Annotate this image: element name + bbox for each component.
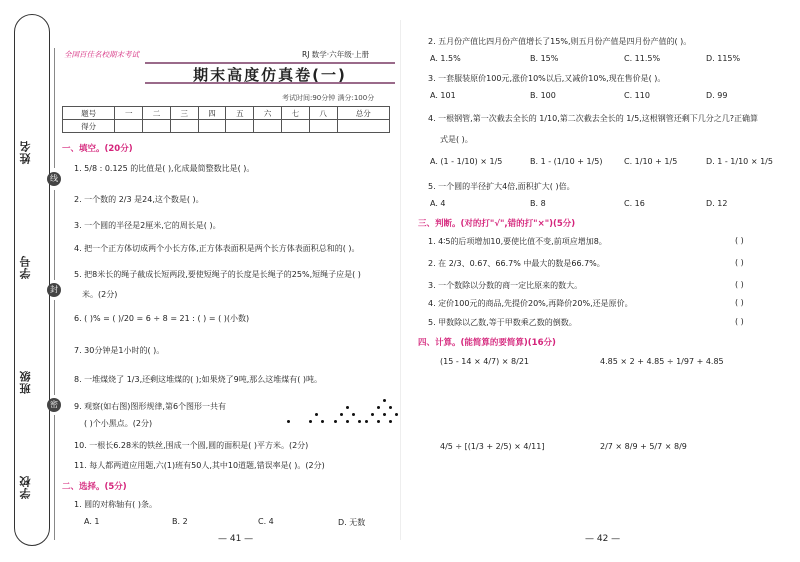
dot [365,420,368,423]
judge-4: 4. 定价100元的商品,先提价20%,再降价20%,还是原价。 [428,299,633,308]
question-11: 11. 每人都两道应用题,六(1)班有50人,其中10道题,错误率是( )。(2分) [74,461,325,470]
dot [377,420,380,423]
score-header: 七 [282,107,310,120]
header-tag: 全国百佳名校期末考试 [64,50,139,59]
question-1: 1. 5/8 : 0.125 的比值是( ),化成最简整数比是( )。 [74,164,255,173]
dot [358,420,361,423]
score-cell[interactable] [254,120,282,133]
page-divider [400,20,401,540]
school-label: 学校 [19,475,32,499]
choice-1-option-a: A. 1 [84,517,100,526]
dot [395,413,398,416]
question-2: 2. 一个数的 2/3 是24,这个数是( )。 [74,195,204,204]
score-row-label: 得分 [63,120,115,133]
score-header: 四 [198,107,226,120]
score-header: 总分 [337,107,389,120]
dot [371,413,374,416]
seal-line-top [54,48,55,168]
choice-5-option-d: D. 12 [706,199,728,208]
choice-2: 2. 五月份产值比四月份产值增长了15%,则五月份产值是四月份产值的( )。 [428,37,692,46]
score-cell[interactable] [170,120,198,133]
choice-3-option-a: A. 101 [430,91,456,100]
judge-4-answer[interactable]: ( ) [735,298,744,307]
choice-4-option-a: A. (1 - 1/10) × 1/5 [430,157,503,166]
section-fill-blank: 一、填空。(20分) [62,144,133,154]
seal-mark-mi: 密 [47,398,61,412]
judge-2-answer[interactable]: ( ) [735,258,744,267]
class-label: 班级 [19,370,32,394]
question-5a: 5. 把8米长的绳子截成长短两段,要使短绳子的长度是长绳子的25%,短绳子应是( ) [74,270,361,279]
series-label: RJ 数学·六年级·上册 [302,50,370,59]
choice-1: 1. 圆的对称轴有( )条。 [74,500,157,509]
dot [346,406,349,409]
page-number-left: — 41 — [218,534,254,544]
choice-4-option-b: B. 1 - (1/10 + 1/5) [530,157,603,166]
question-3: 3. 一个圆的半径是2厘米,它的周长是( )。 [74,221,221,230]
choice-2-option-d: D. 115% [706,54,741,63]
score-header: 五 [226,107,254,120]
choice-3-option-c: C. 110 [624,91,650,100]
score-table [62,106,390,133]
section-judge: 三、判断。(对的打"√",错的打"×")(5分) [418,219,576,229]
judge-5-answer[interactable]: ( ) [735,317,744,326]
choice-3-option-b: B. 100 [530,91,556,100]
choice-2-option-b: B. 15% [530,54,559,63]
score-cell[interactable] [309,120,337,133]
score-header: 题号 [63,107,115,120]
calc-2: 4.85 × 2 + 4.85 ÷ 1/97 + 4.85 [600,357,724,366]
name-label: 姓名 [19,140,32,164]
choice-5: 5. 一个圆的半径扩大4倍,面积扩大( )倍。 [428,182,575,191]
judge-5: 5. 甲数除以乙数,等于甲数乘乙数的倒数。 [428,318,577,327]
seal-line-mid1 [54,190,55,280]
seal-line-mid2 [54,300,55,395]
binding-strip [14,14,50,546]
score-cell[interactable] [115,120,143,133]
choice-2-option-a: A. 1.5% [430,54,461,63]
dot [321,420,324,423]
dot [377,406,380,409]
student-id-label: 学号 [19,255,32,279]
choice-5-option-c: C. 16 [624,199,645,208]
score-header: 二 [143,107,171,120]
choice-5-option-b: B. 8 [530,199,546,208]
choice-2-option-c: C. 11.5% [624,54,661,63]
choice-1-option-c: C. 4 [258,517,274,526]
dot [352,413,355,416]
dot [309,420,312,423]
dot [287,420,290,423]
choice-4-option-d: D. 1 - 1/10 × 1/5 [706,157,773,166]
judge-1: 1. 4∶5的后项增加10,要使比值不变,前项应增加8。 [428,237,607,246]
judge-2: 2. 在 2/3、0.67、66.7% 中最大的数是66.7%。 [428,259,605,268]
score-header: 三 [170,107,198,120]
dot [315,413,318,416]
score-header: 八 [309,107,337,120]
dot [389,406,392,409]
calc-1: (15 - 14 × 4/7) × 8/21 [440,357,529,366]
dot [383,413,386,416]
dot [383,399,386,402]
page-title: 期末高度仿真卷(一) [193,66,347,84]
choice-4a: 4. 一根钢管,第一次截去全长的 1/10,第二次截去全长的 1/5,这根钢管还剩下几分之几?正确算 [428,114,758,123]
question-8: 8. 一堆煤烧了 1/3,还剩这堆煤的( );如果烧了9吨,那么这堆煤有( )吨。 [74,375,323,384]
dot [334,420,337,423]
question-4: 4. 把一个正方体切成两个小长方体,正方体表面积是两个长方体表面积总和的( )。 [74,244,360,253]
choice-4-option-c: C. 1/10 + 1/5 [624,157,678,166]
calc-4: 2/7 × 8/9 + 5/7 × 8/9 [600,442,687,451]
question-6: 6. ( )% = ( )/20 = 6 ÷ 8 = 21 : ( ) = ( )(小数) [74,314,250,323]
seal-mark-feng: 封 [47,283,61,297]
choice-1-option-d: D. 无数 [338,518,366,527]
section-calc: 四、计算。(能简算的要简算)(16分) [418,338,556,348]
score-cell[interactable] [226,120,254,133]
score-header: 一 [115,107,143,120]
judge-3: 3. 一个数除以分数的商一定比原来的数大。 [428,281,583,290]
choice-4b: 式是( )。 [440,135,473,144]
seal-mark-xian: 线 [47,172,61,186]
judge-1-answer[interactable]: ( ) [735,236,744,245]
section-choice: 二、选择。(5分) [62,482,127,492]
choice-3: 3. 一套服装原价100元,涨价10%以后,又减价10%,现在售价是( )。 [428,74,666,83]
question-5b: 米。(2分) [82,290,118,299]
page-number-right: — 42 — [585,534,621,544]
score-header: 六 [254,107,282,120]
dot [389,420,392,423]
score-cell[interactable] [282,120,310,133]
score-cell[interactable] [337,120,389,133]
choice-5-option-a: A. 4 [430,199,446,208]
calc-3: 4/5 ÷ [(1/3 + 2/5) × 4/11] [440,442,545,451]
score-cell[interactable] [143,120,171,133]
question-9b: ( )个小黑点。(2分) [84,419,153,428]
seal-line-bottom [54,415,55,540]
question-10: 10. 一根长6.28米的铁丝,围成一个圆,圆的面积是( )平方米。(2分) [74,441,309,450]
judge-3-answer[interactable]: ( ) [735,280,744,289]
question-7: 7. 30分钟是1小时的( )。 [74,346,165,355]
exam-info: 考试时间:90分钟 满分:100分 [282,94,375,102]
question-9a: 9. 观察(如右图)图形规律,第6个图形一共有 [74,402,227,411]
dot [340,413,343,416]
choice-3-option-d: D. 99 [706,91,728,100]
choice-1-option-b: B. 2 [172,517,188,526]
dot [346,420,349,423]
score-cell[interactable] [198,120,226,133]
